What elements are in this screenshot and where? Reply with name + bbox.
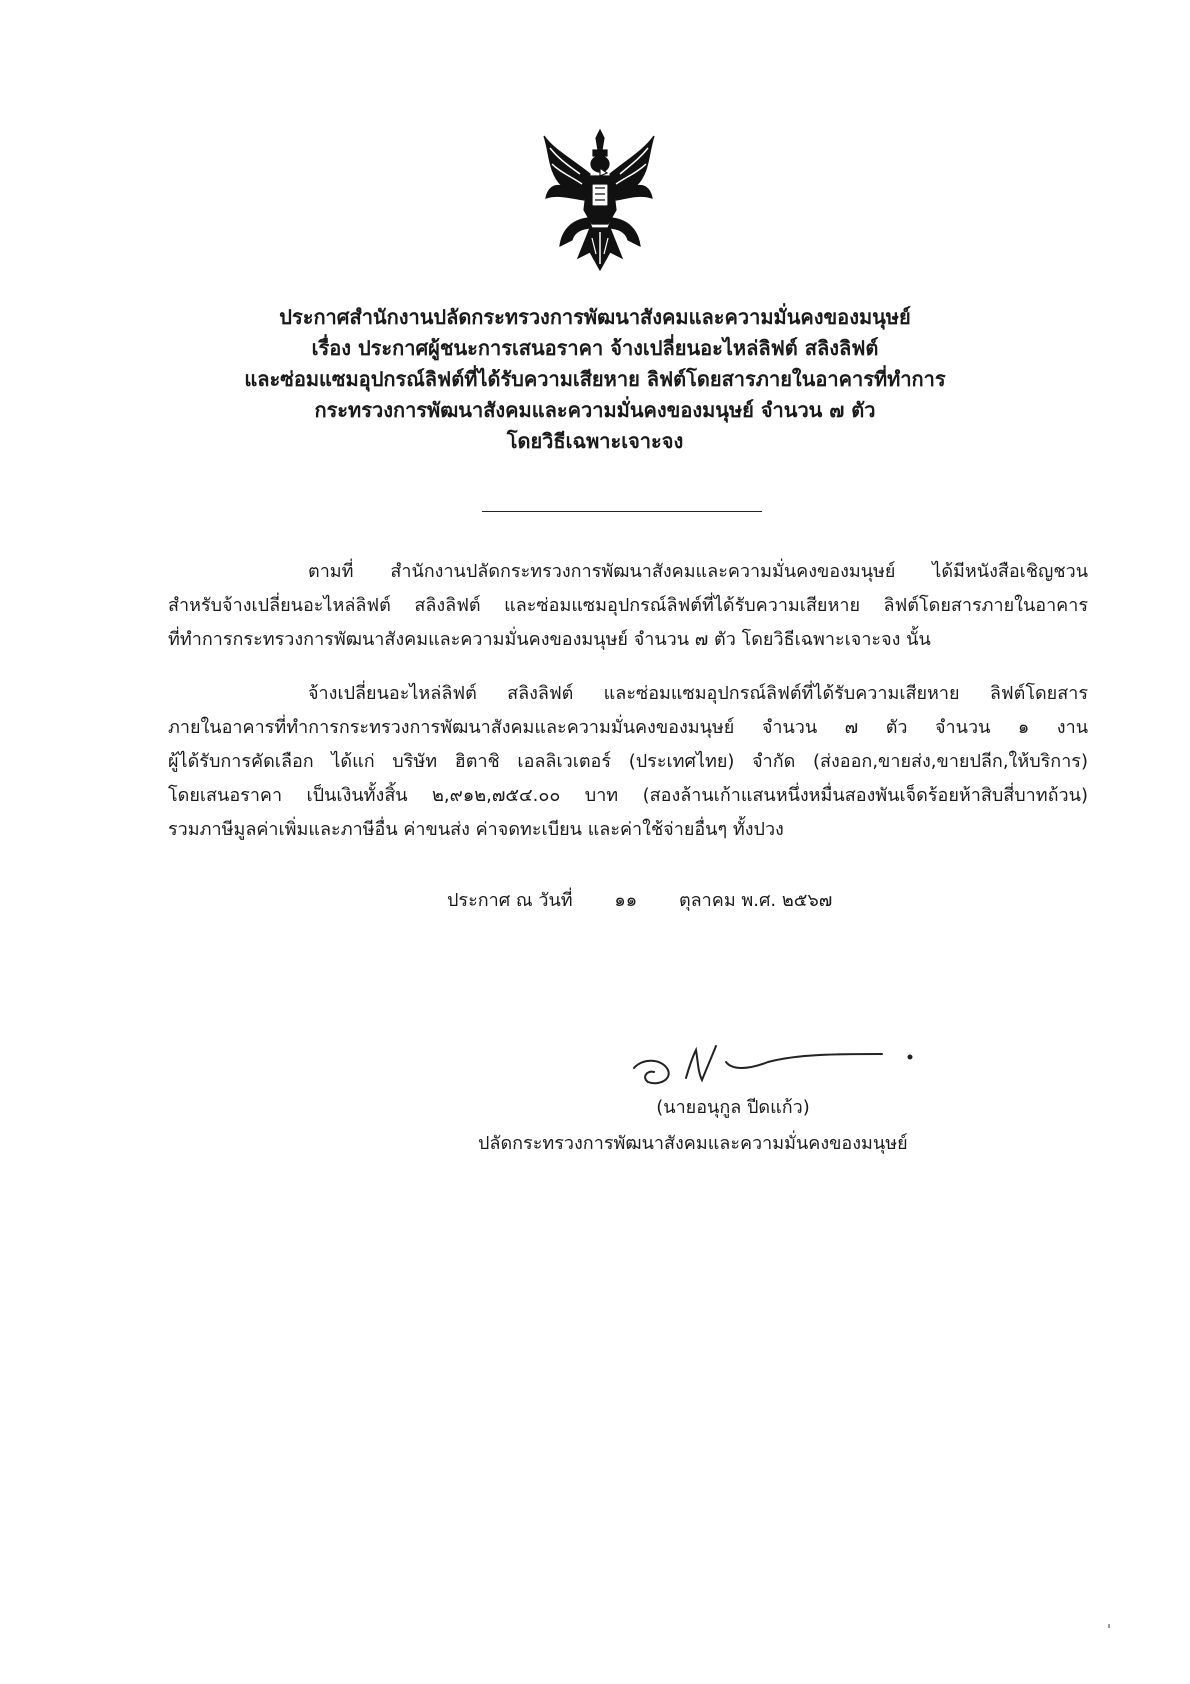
title-line: เรื่อง ประกาศผู้ชนะการเสนอราคา จ้างเปลี่ยนอะไหล่ลิฟต์ สลิงลิฟต์	[311, 336, 879, 360]
signatory-name: (นายอนุกูล ปีดแก้ว)	[656, 1097, 810, 1118]
title-line: และซ่อมแซมอุปกรณ์ลิฟต์ที่ได้รับความเสียหาย ลิฟต์โดยสารภายในอาคารที่ทำการ	[244, 367, 946, 391]
signatory-position: ปลัดกระทรวงการพัฒนาสังคมและความมั่นคงของมนุษย์	[478, 1133, 908, 1154]
title-line: กระทรวงการพัฒนาสังคมและความมั่นคงของมนุษย์ จำนวน ๗ ตัว	[314, 398, 876, 422]
body-line: จ้างเปลี่ยนอะไหล่ลิฟต์ สลิงลิฟต์ และซ่อมแซมอุปกรณ์ลิฟต์ที่ได้รับความเสียหาย ลิฟต์โดยสาร	[308, 683, 1088, 704]
document-title	[180, 302, 1010, 457]
garuda-emblem-icon	[540, 128, 656, 273]
announcement-date	[447, 885, 832, 914]
body-line: ที่ทำการกระทรวงการพัฒนาสังคมและความมั่นคงของมนุษย์ จำนวน ๗ ตัว โดยวิธีเฉพาะเจาะจง นั้น	[168, 629, 931, 650]
body-line: รวมภาษีมูลค่าเพิ่มและภาษีอื่น ค่าขนส่ง ค่าจดทะเบียน และค่าใช้จ่ายอื่นๆ ทั้งปวง	[168, 819, 784, 840]
body-line: สำหรับจ้างเปลี่ยนอะไหล่ลิฟต์ สลิงลิฟต์ และซ่อมแซมอุปกรณ์ลิฟต์ที่ได้รับความเสียหาย ลิฟต์โดยสารภายในอาคาร	[168, 595, 1088, 616]
document-body	[168, 555, 1088, 847]
paragraph-gap	[168, 657, 1088, 677]
body-line: ตามที่ สำนักงานปลัดกระทรวงการพัฒนาสังคมและความมั่นคงของมนุษย์ ได้มีหนังสือเชิญชวน	[308, 561, 1088, 582]
paragraph-award	[168, 677, 1088, 847]
body-line: ภายในอาคารที่ทำการกระทรวงการพัฒนาสังคมและความมั่นคงของมนุษย์ จำนวน ๗ ตัว จำนวน ๑ งาน	[168, 717, 1088, 738]
title-line: ประกาศสำนักงานปลัดกระทรวงการพัฒนาสังคมและความมั่นคงของมนุษย์	[279, 305, 911, 329]
body-line: โดยเสนอราคา เป็นเงินทั้งสิ้น ๒,๙๑๒,๗๕๔.๐๐ บาท (สองล้านเก้าแสนหนึ่งหมื่นสองพันเจ็ดร้อยห้าสิบสี่บาทถ้วน)	[168, 785, 1088, 806]
paragraph-invitation	[168, 555, 1088, 657]
date-month-year: ตุลาคม พ.ศ. ๒๕๖๗	[678, 890, 833, 911]
scan-speck	[1108, 1624, 1110, 1628]
date-prefix: ประกาศ ณ วันที่	[447, 890, 573, 911]
body-line: ผู้ได้รับการคัดเลือก ได้แก่ บริษัท ฮิตาชิ เอลลิเวเตอร์ (ประเทศไทย) จำกัด (ส่งออก,ขายส่ง,ขายปลีก,ให้บริการ)	[168, 751, 1088, 772]
title-divider	[482, 511, 762, 512]
title-line: โดยวิธีเฉพาะเจาะจง	[506, 429, 684, 453]
date-day: ๑๑	[614, 890, 638, 911]
